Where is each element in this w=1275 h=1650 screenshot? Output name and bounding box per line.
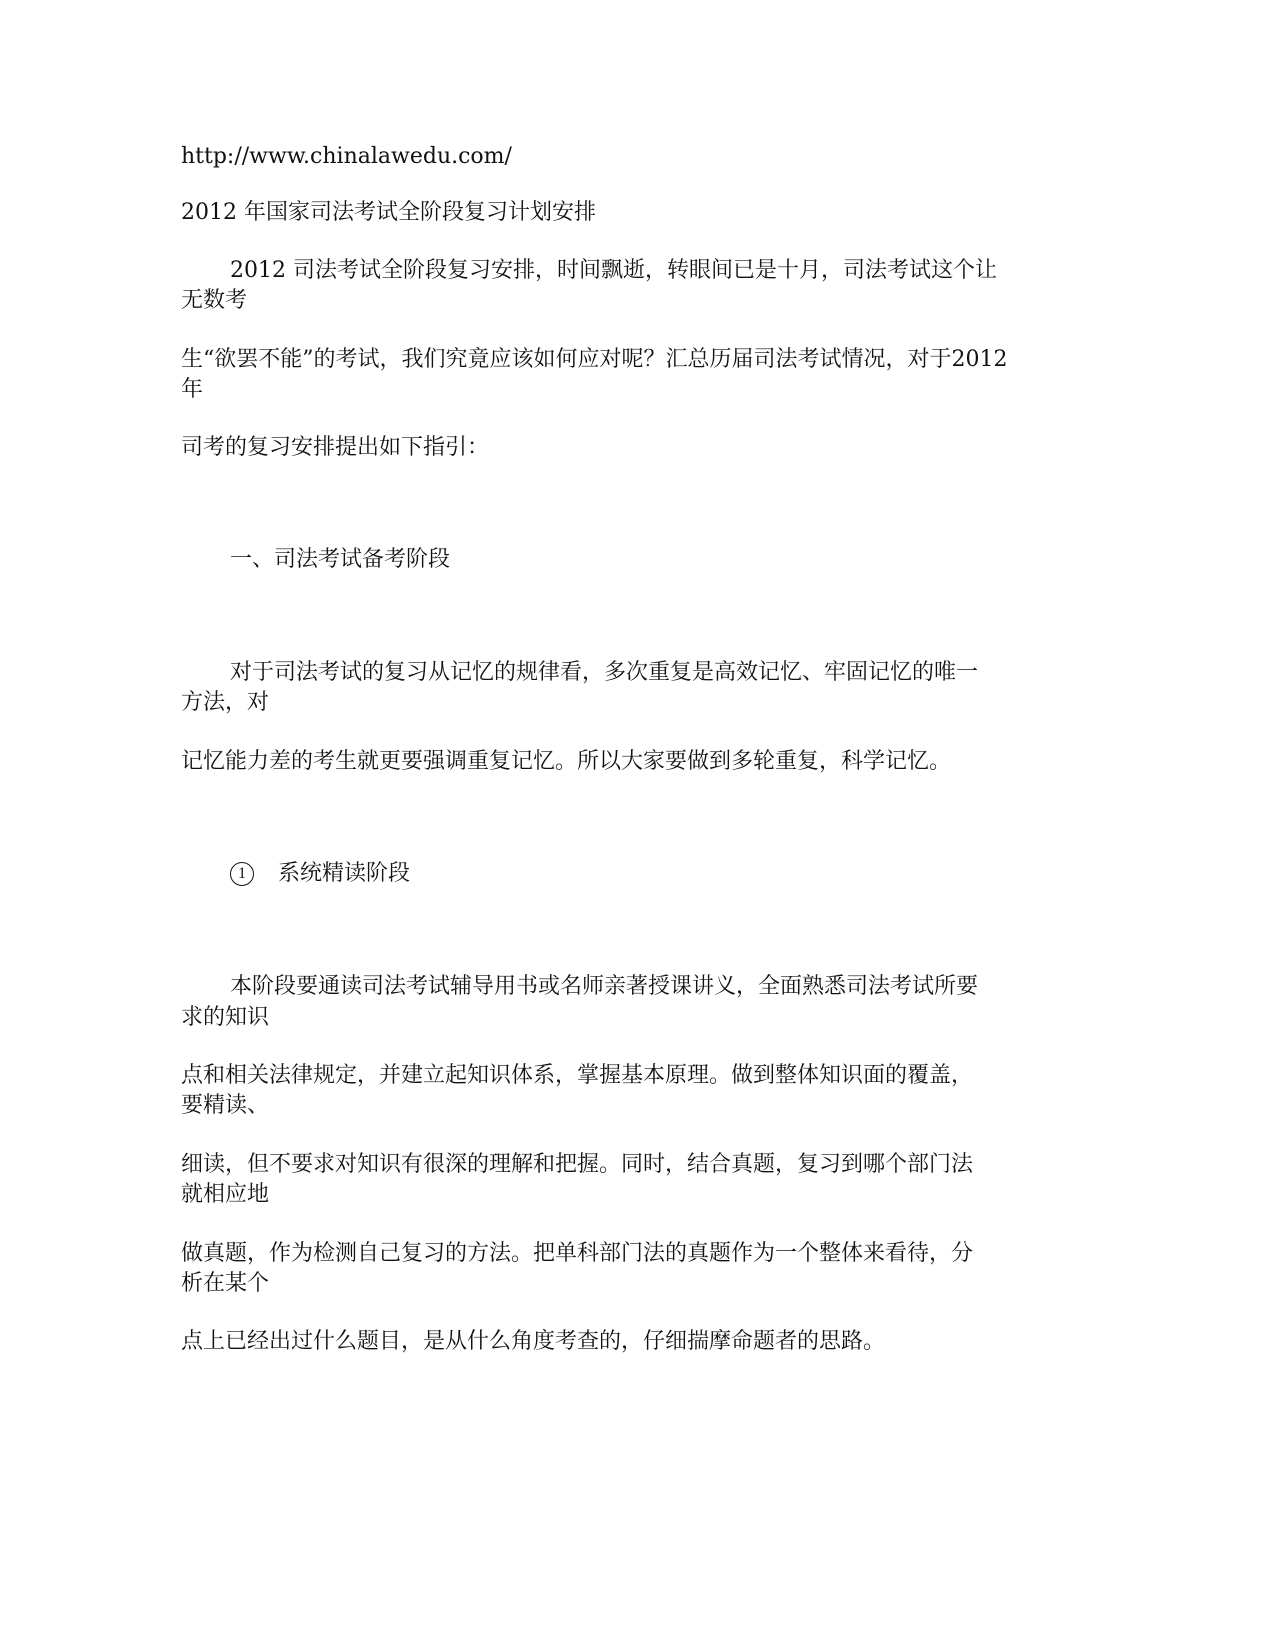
intro-line-1: 2012 司法考试全阶段复习安排，时间飘逝，转眼间已是十月，司法考试这个让 xyxy=(230,258,997,283)
source-url: http://www.chinalawedu.com/ xyxy=(181,144,512,169)
stage-heading-text: 系统精读阶段 xyxy=(278,861,411,886)
intro-line-5: 司考的复习安排提出如下指引： xyxy=(181,435,490,460)
stage-para-line-7: 做真题，作为检测自己复习的方法。把单科部门法的真题作为一个整体来看待，分 xyxy=(181,1241,974,1266)
intro-line-4: 年 xyxy=(181,377,204,402)
stage-para-line-9: 点上已经出过什么题目，是从什么角度考查的，仔细揣摩命题者的思路。 xyxy=(181,1329,886,1354)
stage-heading xyxy=(230,859,410,889)
section-heading: 一、司法考试备考阶段 xyxy=(230,547,451,572)
section-para-line-2: 方法，对 xyxy=(181,690,270,715)
stage-para-line-1: 本阶段要通读司法考试辅导用书或名师亲著授课讲义，全面熟悉司法考试所要 xyxy=(230,974,979,999)
stage-para-line-2: 求的知识 xyxy=(181,1005,270,1030)
stage-para-line-6: 就相应地 xyxy=(181,1182,270,1207)
intro-line-2: 无数考 xyxy=(181,288,248,313)
stage-para-line-3: 点和相关法律规定，并建立起知识体系，掌握基本原理。做到整体知识面的覆盖， xyxy=(181,1063,974,1088)
document-title: 2012 年国家司法考试全阶段复习计划安排 xyxy=(181,200,596,225)
intro-line-3: 生“欲罢不能”的考试，我们究竟应该如何应对呢？汇总历届司法考试情况，对于2012 xyxy=(181,347,1008,372)
stage-para-line-4: 要精读、 xyxy=(181,1093,270,1118)
stage-para-line-5: 细读，但不要求对知识有很深的理解和把握。同时，结合真题，复习到哪个部门法 xyxy=(181,1152,974,1177)
stage-para-line-8: 析在某个 xyxy=(181,1271,270,1296)
circled-number-1: 1 xyxy=(230,862,254,886)
section-para-line-3: 记忆能力差的考生就更要强调重复记忆。所以大家要做到多轮重复，科学记忆。 xyxy=(181,749,952,774)
section-para-line-1: 对于司法考试的复习从记忆的规律看，多次重复是高效记忆、牢固记忆的唯一 xyxy=(230,660,979,685)
